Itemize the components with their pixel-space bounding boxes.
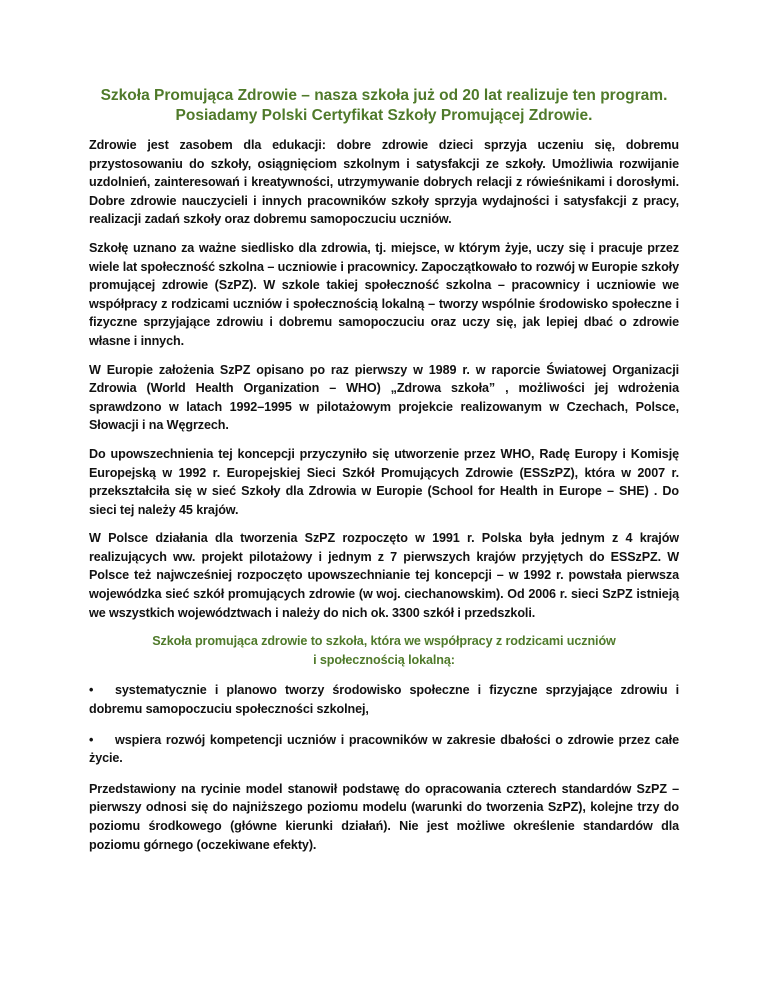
- paragraph-5: W Polsce działania dla tworzenia SzPZ rozpoczęto w 1991 r. Polska była jednym z 4 krajów realizujących ww. projekt pilotażowy i jednym z 7 pierwszych krajów przyjętych do ESSzPZ. W Polsce też najwcześniej rozpoczęto upowszechnianie tej koncepcji – w 1992 r. powstała pierwsza wojewódzka sieć szkół promujących zdrowie (w woj. ciechanowskim). Od 2006 r. sieci SzPZ istnieją we wszystkich województwach i należy do nich ok. 3300 szkół i przedszkoli.: [89, 531, 679, 620]
- bullet-icon: •: [89, 683, 94, 698]
- closing-paragraph: Przedstawiony na rycinie model stanowił podstawę do opracowania czterech standardów SzPZ – pierwszy odnosi się do najniższego poziomu modelu (warunki do tworzenia SzPZ), kolejne trzy do poziomu środkowego (główne kierunki działań). Nie jest możliwe określenie standardów dla poziomu górnego (oczekiwane efekty).: [89, 781, 679, 852]
- paragraph-1: Zdrowie jest zasobem dla edukacji: dobre zdrowie dzieci sprzyja uczeniu się, dobremu przystosowaniu do szkoły, osiągnięciom szkolnym i satysfakcji ze szkoły. Umożliwia rozwijanie uzdolnień, zainteresowań i kreatywności, utrzymywanie dobrych relacji z rówieśnikami i dorosłymi. Dobre zdrowie nauczycieli i innych pracowników szkoły sprzyja wydajności i satysfakcji z pracy, realizacji zadań szkoły oraz dobremu samopoczuciu uczniów.: [89, 138, 679, 227]
- bullet-icon: •: [89, 732, 94, 747]
- paragraph-2: Szkołę uznano za ważne siedlisko dla zdrowia, tj. miejsce, w którym żyje, uczy się i pracuje przez wiele lat społeczność szkolna – uczniowie i pracownicy. Zapoczątkowało to rozwój w Europie szkoły promującej zdrowie (SzPZ). W szkole takiej społeczność szkolna – pracownicy i uczniowie we współpracy z rodzicami uczniów i społecznością lokalną – tworzy wspólnie środowisko społeczne i fizyczne sprzyjające zdrowiu i dobremu samopoczuciu oraz uczy się, jak lepiej dbać o zdrowie własne i innych.: [89, 240, 679, 348]
- section-subheading: [89, 632, 679, 669]
- bullet-text: wspiera rozwój kompetencji uczniów i pracowników w zakresie dbałości o zdrowie przez całe życie.: [89, 732, 679, 766]
- paragraph-4: Do upowszechnienia tej koncepcji przyczyniło się utworzenie przez WHO, Radę Europy i Komisję Europejską w 1992 r. Europejskiej Sieci Szkół Promujących Zdrowie (ESSzPZ), która w 2007 r. przekształciła się w sieć Szkoły dla Zdrowia w Europie (School for Health in Europe – SHE) . Do sieci tej należy 45 krajów.: [89, 446, 679, 517]
- document-body: [89, 136, 679, 864]
- subheading-line-1: Szkoła promująca zdrowie to szkoła, która we współpracy z rodzicami uczniów: [152, 634, 616, 649]
- subheading-line-2: i społecznością lokalną:: [313, 652, 455, 667]
- bullet-item: [89, 681, 679, 718]
- bullet-text: systematycznie i planowo tworzy środowisko społeczne i fizyczne sprzyjające zdrowiu i dobremu samopoczuciu społeczności szkolnej,: [89, 683, 679, 717]
- bullet-item: [89, 731, 679, 768]
- paragraph-3: W Europie założenia SzPZ opisano po raz pierwszy w 1989 r. w raporcie Światowej Organizacji Zdrowia (World Health Organization – WHO) „Zdrowa szkoła” , możliwości jej wdrożenia sprawdzono w latach 1992–1995 w pilotażowym projekcie realizowanym w Czechach, Polsce, Słowacji i na Węgrzech.: [89, 362, 679, 433]
- title-line-2: Posiadamy Polski Certyfikat Szkoły Promującej Zdrowie.: [175, 107, 593, 124]
- title-line-1: Szkoła Promująca Zdrowie – nasza szkoła już od 20 lat realizuje ten program.: [100, 87, 668, 104]
- page-title: [0, 86, 768, 126]
